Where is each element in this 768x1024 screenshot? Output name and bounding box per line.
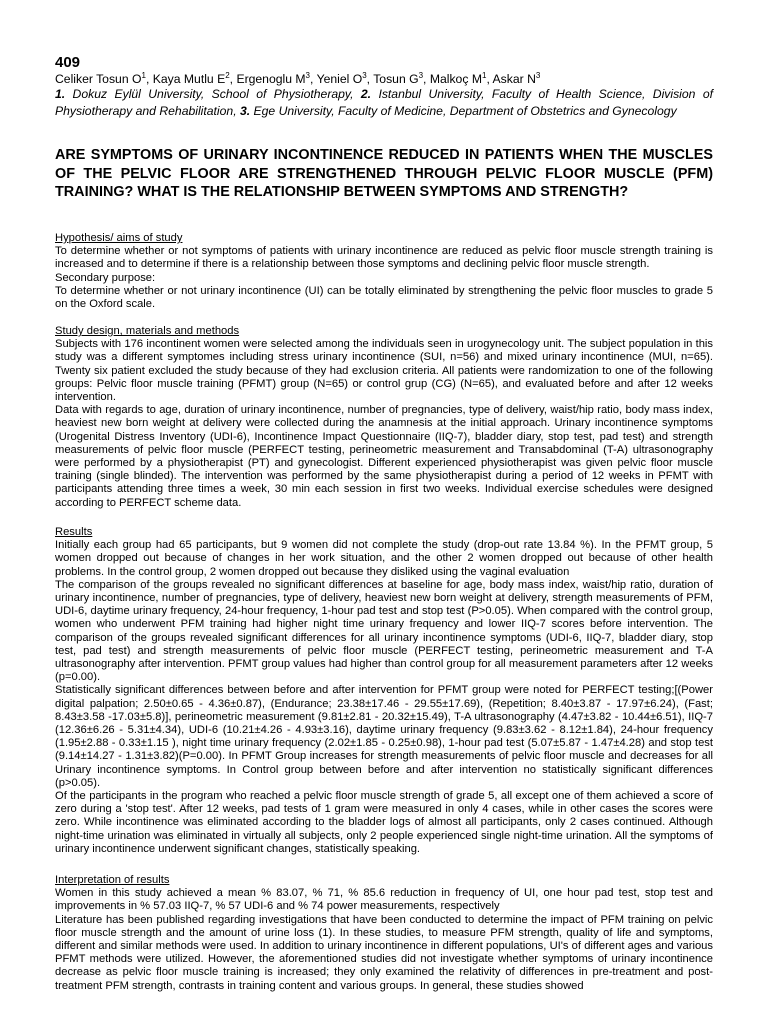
paragraph: Statistically significant differences between before and after intervention for PFMT group were noted for PERFECT testing;[(Power digital palpation; 2.50±0.65 - 4.36±0.87), (Endurance; 23.38±17.46 - 29.55±17.69), (Repetition; 8.40±3.87 - 17.97±6.24), (Fast; 8.43±3.58 -17.03±5.8)], perineometric measurement (9.81±2.81 - 20.32±15.49), T-A ultrasonography (4.47±3.82 - 10.44±6.51), IIQ-7 (12.36±6.26 - 5.31±4.34), UDI-6 (10.21±4.26 - 4.93±3.16), daytime urinary frequency (9.83±3.62 - 8.12±1.84), 24-hour frequency (1.95±2.88 - 0.33±1.15 ), night time urinary frequency (2.02±1.85 - 0.25±0.98), 1-hour pad test (5.07±5.87 - 1.47±4.28) and stop test (9.14±14.27 - 1.31±3.82)(P=0.00). In PFMT Group increases for strength measurements of pelvic floor muscle and decreases for all Urinary incontinence symptoms. In Control group between before and after intervention no statistically significant differences (p>0.05). [55, 684, 713, 789]
affiliation-number: 1. [55, 87, 66, 101]
author-affiliation-number: 3 [305, 71, 310, 80]
affiliation-text: Ege University, Faculty of Medicine, Department of Obstetrics and Gynecology [250, 104, 677, 118]
author-separator: , [486, 72, 493, 86]
author-name: Tosun G [373, 72, 419, 86]
paragraph: Initially each group had 65 participants, but 9 women did not complete the study (drop-out rate 13.84 %). In the PFMT group, 5 women dropped out because of changes in her work situation, and the other 2 women dropped out because of other health problems. In the control group, 2 women dropped out because they disliked using the vaginal evaluation [55, 539, 713, 578]
section-hypothesis [55, 232, 713, 311]
author-name: Celiker Tosun O [55, 72, 142, 86]
section-results [55, 526, 713, 856]
abstract-number: 409 [55, 54, 81, 71]
paragraph: Data with regards to age, duration of urinary incontinence, number of pregnancies, type of delivery, waist/hip ratio, body mass index, heaviest new born weight at delivery were collected during the anamnesis at the initial approach. Urinary incontinence symptoms (Urogenital Distress Inventory (UDI-6), Incontinence Impact Questionnaire (IIQ-7), bladder diary, stop test, pad test) and strength measurements of pelvic floor muscle (PERFECT testing, perineometric measurement and Transabdominal (T-A) ultrasonography were performed by a physiotherapist (PT) and gynecologist. Different experienced physiotherapist was given pelvic floor muscle training (single blinded). The intervention was performed by the same physiotherapist during a period of 12 weeks in PFMT with participants attending three times a week, 30 min each session in first two weeks. Individual exercise schedules were designed according to PERFECT scheme data. [55, 404, 713, 509]
paragraph: Literature has been published regarding investigations that have been conducted to determine the impact of PFM training on pelvic floor muscle strength and the amount of urine loss (1). In these studies, to measure PFM strength, quality of life and symptoms, different and similar methods were used. In addition to urinary incontinence in different populations, UI's of different ages and various PFMT methods were utilized. However, the aforementioned studies did not investigate whether symptoms of urinary incontinence decrease as pelvic floor muscle training is increased; they only examined the relativity of differences in pre-treatment and post-treatment PFM strength, contrasts in training content and various groups. In general, these studies showed [55, 913, 713, 992]
paper-title: ARE SYMPTOMS OF URINARY INCONTINENCE REDUCED IN PATIENTS WHEN THE MUSCLES OF THE PELVIC FLOOR ARE STRENGTHENED THROUGH PELVIC FLOOR MUSCLE (PFM) TRAINING? WHAT IS THE RELATIONSHIP BETWEEN SYMPTOMS AND STRENGTH? [55, 147, 713, 200]
author-name: Yeniel O [316, 72, 363, 86]
section-heading: Results [55, 526, 93, 538]
author-name: Malkoç M [429, 72, 482, 86]
paragraph: Of the participants in the program who reached a pelvic floor muscle strength of grade 5, all except one of them achieved a score of zero during a 'stop test'. After 12 weeks, pad tests of 1 gram were measured in only 4 cases, while in other cases the scores were zero. While incontinence was eliminated according to the bladder logs of almost all participants, only 2 cases continued. Although night-time urination was eliminated in virtually all subjects, only 2 people experienced single night-time urination. All the symptoms of urinary incontinence underwent significant changes, statistically speaking. [55, 790, 713, 855]
author-separator: , [310, 72, 317, 86]
paragraph: Subjects with 176 incontinent women were selected among the individuals seen in urogynecology unit. The subject population in this study was a different symptomes including stress urinary incontinence (SUI, n=56) and mixed urinary incontinence (MUI, n=65). Twenty six patient excluded the study because of they had exclusion criteria. All patients were randomization to one of the following groups: Pelvic floor muscle training (PFMT) group (N=65) or control grup (CG) (N=65), and evaluated before and after 12 weeks intervention. [55, 338, 713, 404]
author-affiliation-number: 3 [418, 71, 424, 80]
affiliation-text: Istanbul University, Faculty of Health Science, Division of Physiotherapy and Rehabilitation, [55, 87, 713, 118]
affiliation-number: 2. [360, 87, 372, 101]
affiliation-text: Dokuz Eylül University, School of Physiotherapy, [65, 87, 361, 101]
author-affiliation-number: 2 [225, 71, 230, 80]
section-study-design [55, 325, 713, 510]
author-affiliation-number: 1 [141, 71, 146, 80]
section-heading: Hypothesis/ aims of study [55, 232, 183, 244]
author-name: Kaya Mutlu E [152, 72, 226, 86]
author-name: Ergenoglu M [236, 72, 306, 86]
affiliation-list [55, 86, 713, 120]
sub-heading: Secondary purpose: [55, 271, 156, 284]
author-affiliation-number: 3 [535, 71, 541, 80]
author-list [55, 72, 713, 86]
paragraph: To determine whether or not urinary incontinence (UI) can be totally eliminated by strengthening the pelvic floor muscles to grade 5 on the Oxford scale. [55, 284, 713, 311]
author-separator: , [145, 72, 153, 86]
author-separator: , [229, 72, 237, 86]
author-name: Askar N [492, 72, 536, 86]
section-heading: Study design, materials and methods [55, 325, 240, 337]
author-separator: , [366, 72, 374, 86]
paragraph: The comparison of the groups revealed no significant differences at baseline for age, body mass index, waist/hip ratio, duration of urinary incontinence, number of pregnancies, type of delivery, heaviest new born weight at delivery, strength measurements of PFM, UDI-6, daytime urinary frequency, 24-hour frequency, 1-hour pad test and stop test (P>0.05). When compared with the control group, women who underwent PFM training had higher night time urinary frequency and lower IIQ-7 scores before intervention. The comparison of the groups revealed significant differences for all urinary incontinence symptoms (UDI-6, IIQ-7, bladder diary, stop test, pad test) and strength measurements of pelvic floor muscle (PERFECT testing, perineometric measurement and T-A ultrasonography after intervention. PFMT group values had higher than control group for all measurement parameters after 12 weeks (p=0.00). [55, 578, 713, 684]
affiliation-number: 3. [239, 104, 251, 118]
paragraph: Women in this study achieved a mean % 83.07, % 71, % 85.6 reduction in frequency of UI, one hour pad test, stop test and improvements in % 57.03 IIQ-7, % 57 UDI-6 and % 74 power measurements, respectively [55, 887, 713, 913]
paragraph: To determine whether or not symptoms of patients with urinary incontinence are reduced as pelvic floor muscle strength training is increased and to determine if there is a relationship between those symptoms and declining pelvic floor muscle strength. [55, 245, 713, 271]
author-affiliation-number: 3 [362, 71, 367, 80]
section-heading: Interpretation of results [55, 874, 170, 886]
section-interpretation [55, 874, 713, 993]
author-separator: , [423, 72, 430, 86]
author-affiliation-number: 1 [481, 71, 487, 80]
